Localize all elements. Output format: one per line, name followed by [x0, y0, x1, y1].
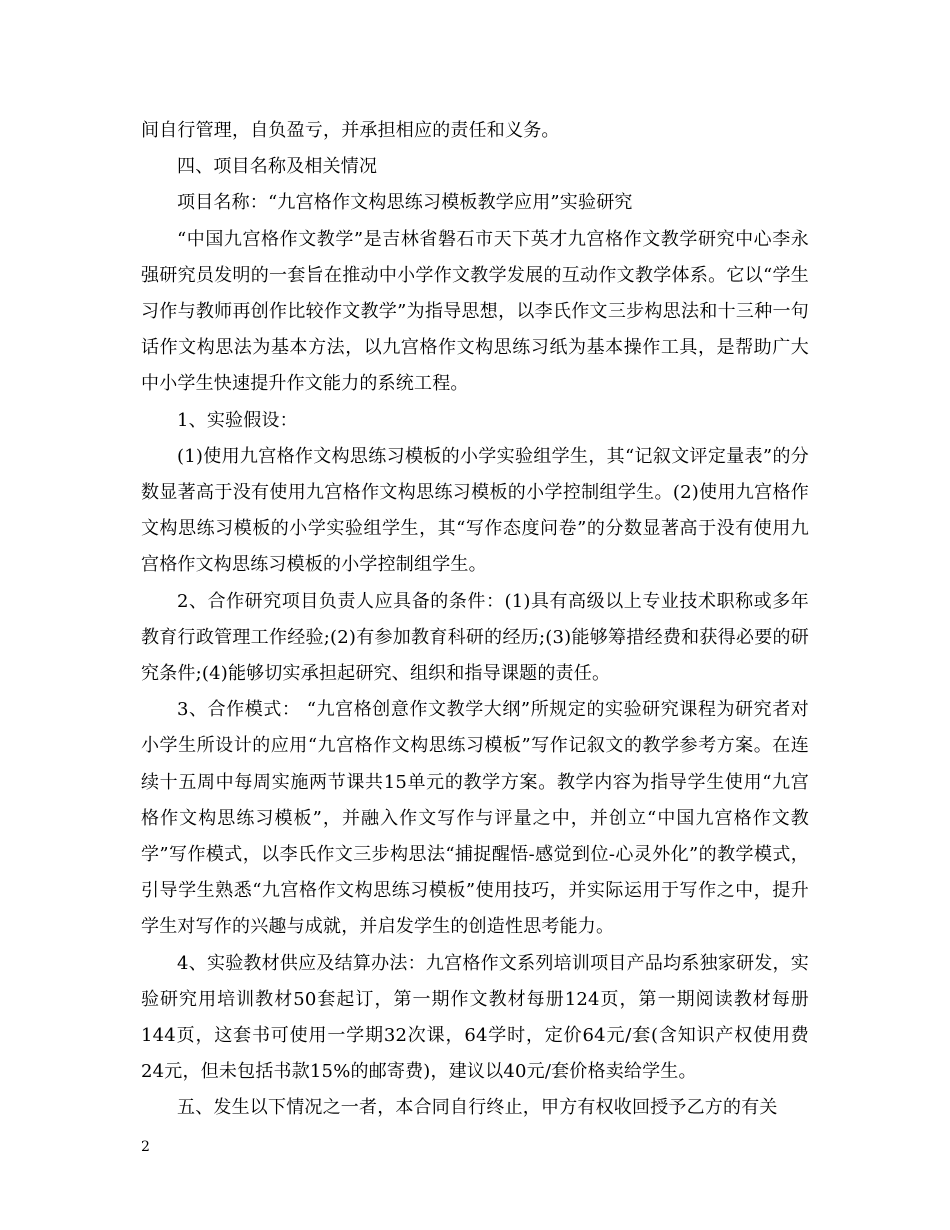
paragraph-materials: 4、实验教材供应及结算办法：九宫格作文系列培训项目产品均系独家研发，实验研究用培训教材50套起订，第一期作文教材每册124页，第一期阅读教材每册144页，这套书可使用一学期32次课，64学时，定价64元/套(含知识产权使用费24元，但未包括书款15%的邮寄费)，建议以40元/套价格卖给学生。 [141, 952, 809, 1083]
section-heading-five: 五、发生以下情况之一者，本合同自行终止，甲方有权收回授予乙方的有关 [177, 1097, 778, 1119]
paragraph-conditions: 2、合作研究项目负责人应具备的条件：(1)具有高级以上专业技术职称或多年教育行政管理工作经验;(2)有参加教育科研的经历;(3)能够筹措经费和获得必要的研究条件;(4)能够切实承担起研究、组织和指导课题的责任。 [141, 590, 809, 685]
section-heading-four: 四、项目名称及相关情况 [177, 156, 378, 178]
paragraph-continuation: 间自行管理，自负盈亏，并承担相应的责任和义务。 [141, 120, 560, 141]
item-hypothesis-heading: 1、实验假设： [177, 409, 298, 431]
document-body [141, 113, 809, 1127]
project-name: 项目名称：“九宫格作文构思练习模板教学应用”实验研究 [177, 192, 633, 214]
paragraph-hypothesis: (1)使用九宫格作文构思练习模板的小学实验组学生，其“记叙文评定量表”的分数显著高于没有使用九宫格作文构思练习模板的小学控制组学生。(2)使用九宫格作文构思练习模板的小学实验组学生，其“写作态度问卷”的分数显著高于没有使用九宫格作文构思练习模板的小学控制组学生。 [141, 445, 809, 576]
paragraph-intro: “中国九宫格作文教学”是吉林省磐石市天下英才九宫格作文教学研究中心李永强研究员发明的一套旨在推动中小学作文教学发展的互动作文教学体系。它以“学生习作与教师再创作比较作文教学”为指导思想，以李氏作文三步构思法和十三种一句话作文构思法为基本方法，以九宫格作文构思练习纸为基本操作工具，是帮助广大中小学生快速提升作文能力的系统工程。 [141, 228, 809, 395]
page-number: 2 [141, 1139, 150, 1155]
paragraph-cooperation-mode: 3、合作模式： “九宫格创意作文教学大纲”所规定的实验研究课程为研究者对小学生所设计的应用“九宫格作文构思练习模板”写作记叙文的教学参考方案。在连续十五周中每周实施两节课共15单元的教学方案。教学内容为指导学生使用“九宫格作文构思练习模板”，并融入作文写作与评量之中，并创立“中国九宫格作文教学”写作模式，以李氏作文三步构思法“捕捉醒悟-感觉到位-心灵外化”的教学模式，引导学生熟悉“九宫格作文构思练习模板”使用技巧，并实际运用于写作之中，提升学生对写作的兴趣与成就，并启发学生的创造性思考能力。 [141, 699, 809, 938]
